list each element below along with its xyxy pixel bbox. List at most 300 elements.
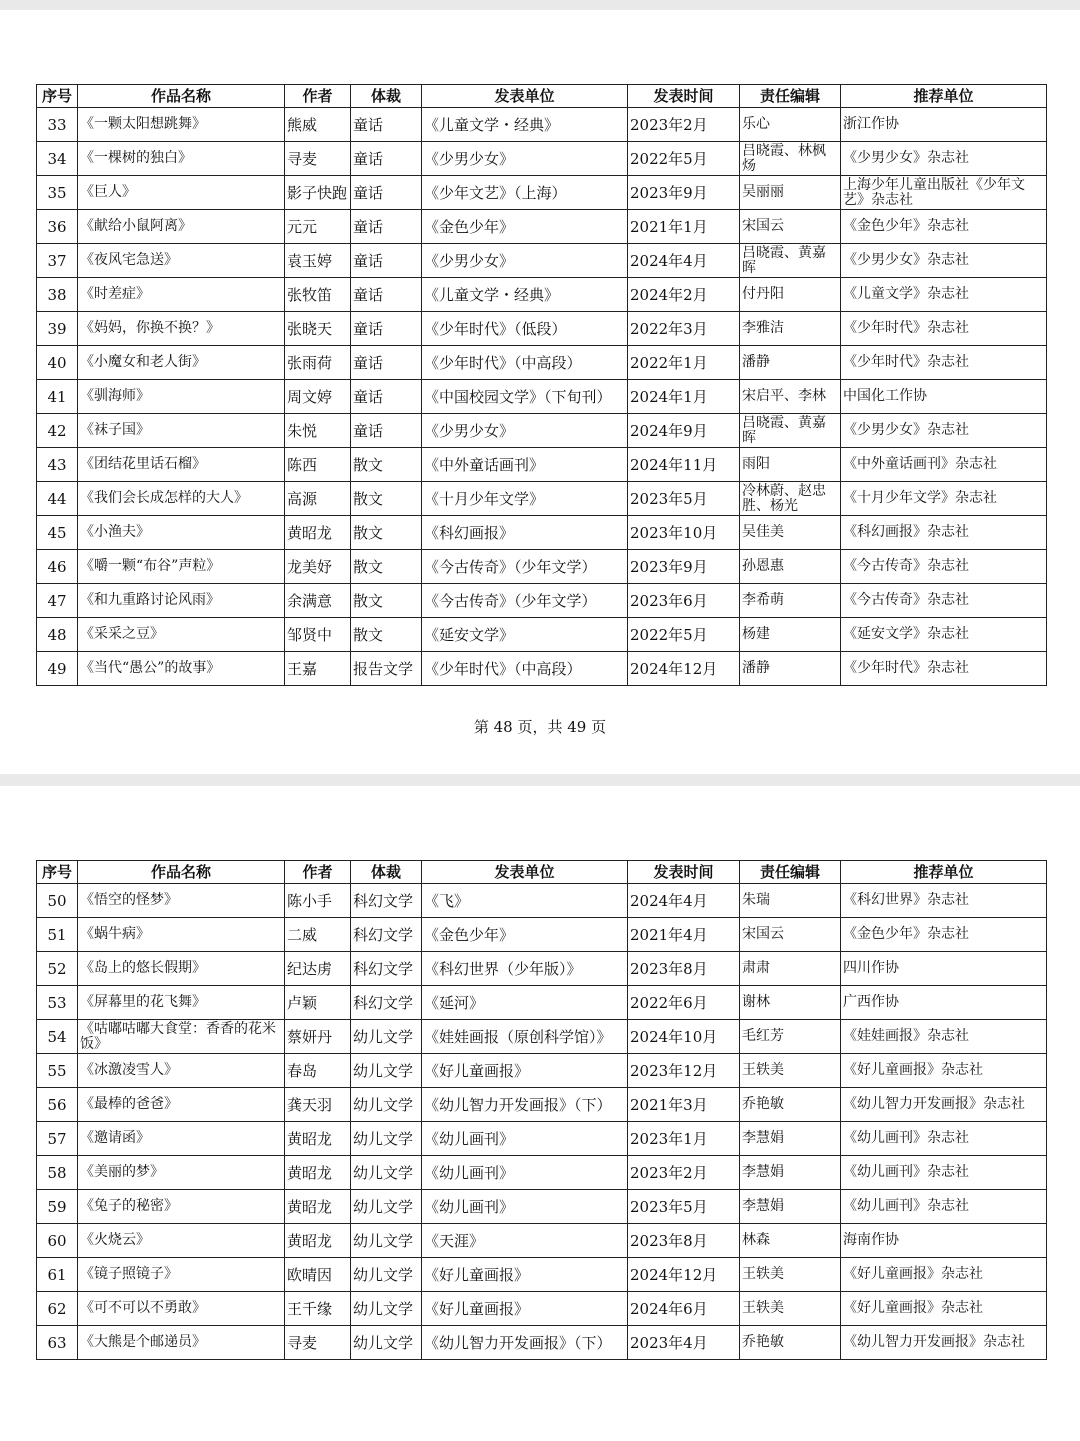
cell-editor: 李雅洁: [740, 312, 841, 346]
cell-genre: 幼儿文学: [351, 1122, 422, 1156]
table-row: [37, 1224, 1047, 1258]
cell-genre: 报告文学: [351, 652, 422, 686]
cell-editor: 李慧娟: [740, 1190, 841, 1224]
works-table: [36, 84, 1047, 686]
cell-date: 2023年9月: [628, 176, 740, 210]
cell-publisher: 《延安文学》: [422, 618, 628, 652]
cell-number: 35: [37, 176, 78, 210]
cell-genre: 幼儿文学: [351, 1258, 422, 1292]
cell-title: 《一颗太阳想跳舞》: [78, 108, 285, 142]
cell-number: 41: [37, 380, 78, 414]
cell-recommender: 《少男少女》杂志社: [841, 142, 1047, 176]
cell-publisher: 《儿童文学・经典》: [422, 278, 628, 312]
cell-publisher: 《幼儿画刊》: [422, 1122, 628, 1156]
cell-number: 63: [37, 1326, 78, 1360]
cell-editor: 乔艳敏: [740, 1088, 841, 1122]
cell-author: 周文婷: [285, 380, 351, 414]
cell-editor: 朱瑞: [740, 884, 841, 918]
cell-author: 朱悦: [285, 414, 351, 448]
cell-recommender: 《娃娃画报》杂志社: [841, 1020, 1047, 1054]
cell-genre: 散文: [351, 516, 422, 550]
cell-recommender: 中国化工作协: [841, 380, 1047, 414]
cell-recommender: 《幼儿画刊》杂志社: [841, 1122, 1047, 1156]
cell-recommender: 《幼儿画刊》杂志社: [841, 1156, 1047, 1190]
cell-genre: 童话: [351, 108, 422, 142]
cell-date: 2024年1月: [628, 380, 740, 414]
cell-publisher: 《好儿童画报》: [422, 1292, 628, 1326]
cell-title: 《妈妈，你换不换？》: [78, 312, 285, 346]
table-row: [37, 918, 1047, 952]
cell-recommender: 《少年时代》杂志社: [841, 346, 1047, 380]
cell-date: 2023年9月: [628, 550, 740, 584]
cell-author: 元元: [285, 210, 351, 244]
cell-publisher: 《儿童文学・经典》: [422, 108, 628, 142]
cell-publisher: 《好儿童画报》: [422, 1258, 628, 1292]
cell-genre: 幼儿文学: [351, 1156, 422, 1190]
cell-date: 2023年5月: [628, 1190, 740, 1224]
cell-editor: 乐心: [740, 108, 841, 142]
cell-date: 2023年8月: [628, 952, 740, 986]
col-header-title: 作品名称: [78, 861, 285, 884]
page-number-footer: 第 48 页，共 49 页: [473, 718, 607, 736]
cell-number: 43: [37, 448, 78, 482]
col-header-number: 序号: [37, 85, 78, 108]
cell-date: 2024年4月: [628, 244, 740, 278]
cell-publisher: 《少男少女》: [422, 414, 628, 448]
cell-editor: 毛红芳: [740, 1020, 841, 1054]
cell-editor: 林森: [740, 1224, 841, 1258]
cell-recommender: 《科幻世界》杂志社: [841, 884, 1047, 918]
cell-editor: 李慧娟: [740, 1156, 841, 1190]
cell-genre: 幼儿文学: [351, 1054, 422, 1088]
col-header-date: 发表时间: [628, 861, 740, 884]
cell-date: 2023年2月: [628, 1156, 740, 1190]
col-header-publisher: 发表单位: [422, 861, 628, 884]
table-row: [37, 1122, 1047, 1156]
cell-date: 2024年9月: [628, 414, 740, 448]
cell-genre: 科幻文学: [351, 918, 422, 952]
cell-author: 黄昭龙: [285, 1122, 351, 1156]
cell-recommender: 海南作协: [841, 1224, 1047, 1258]
cell-editor: 李慧娟: [740, 1122, 841, 1156]
cell-recommender: 《金色少年》杂志社: [841, 918, 1047, 952]
cell-number: 54: [37, 1020, 78, 1054]
cell-number: 40: [37, 346, 78, 380]
cell-recommender: 上海少年儿童出版社《少年文艺》杂志社: [841, 176, 1047, 210]
cell-date: 2023年12月: [628, 1054, 740, 1088]
cell-recommender: 《好儿童画报》杂志社: [841, 1258, 1047, 1292]
cell-publisher: 《幼儿智力开发画报》（下）: [422, 1088, 628, 1122]
cell-publisher: 《今古传奇》（少年文学）: [422, 584, 628, 618]
cell-number: 58: [37, 1156, 78, 1190]
cell-date: 2024年11月: [628, 448, 740, 482]
cell-title: 《和九重路讨论风雨》: [78, 584, 285, 618]
cell-date: 2022年1月: [628, 346, 740, 380]
table-row: [37, 312, 1047, 346]
cell-publisher: 《飞》: [422, 884, 628, 918]
cell-genre: 童话: [351, 210, 422, 244]
cell-editor: 孙恩惠: [740, 550, 841, 584]
cell-title: 《夜风宅急送》: [78, 244, 285, 278]
cell-date: 2024年12月: [628, 1258, 740, 1292]
cell-title: 《献给小鼠阿离》: [78, 210, 285, 244]
table-row: [37, 244, 1047, 278]
cell-editor: 吕晓霞、黄嘉晖: [740, 414, 841, 448]
cell-author: 寻麦: [285, 142, 351, 176]
cell-author: 黄昭龙: [285, 1156, 351, 1190]
cell-title: 《可不可以不勇敢》: [78, 1292, 285, 1326]
cell-genre: 童话: [351, 142, 422, 176]
cell-author: 蔡妍丹: [285, 1020, 351, 1054]
cell-editor: 肃肃: [740, 952, 841, 986]
cell-number: 48: [37, 618, 78, 652]
table-row: [37, 1054, 1047, 1088]
cell-date: 2023年1月: [628, 1122, 740, 1156]
table-header-row: [37, 861, 1047, 884]
cell-number: 51: [37, 918, 78, 952]
cell-genre: 童话: [351, 414, 422, 448]
table-row: [37, 516, 1047, 550]
cell-date: 2023年6月: [628, 584, 740, 618]
cell-number: 47: [37, 584, 78, 618]
cell-date: 2023年5月: [628, 482, 740, 516]
cell-genre: 科幻文学: [351, 952, 422, 986]
cell-genre: 童话: [351, 176, 422, 210]
table-row: [37, 346, 1047, 380]
cell-number: 56: [37, 1088, 78, 1122]
cell-number: 46: [37, 550, 78, 584]
table-row: [37, 210, 1047, 244]
cell-number: 44: [37, 482, 78, 516]
cell-recommender: 《少男少女》杂志社: [841, 414, 1047, 448]
table-row: [37, 1292, 1047, 1326]
cell-date: 2024年2月: [628, 278, 740, 312]
cell-title: 《悟空的怪梦》: [78, 884, 285, 918]
cell-genre: 童话: [351, 346, 422, 380]
cell-recommender: 《儿童文学》杂志社: [841, 278, 1047, 312]
cell-genre: 散文: [351, 618, 422, 652]
col-header-publisher: 发表单位: [422, 85, 628, 108]
table-header-row: [37, 85, 1047, 108]
document-page-49: [0, 786, 1080, 1441]
cell-date: 2022年6月: [628, 986, 740, 1020]
col-header-genre: 体裁: [351, 85, 422, 108]
cell-recommender: 《幼儿智力开发画报》杂志社: [841, 1326, 1047, 1360]
cell-genre: 童话: [351, 278, 422, 312]
cell-author: 袁玉婷: [285, 244, 351, 278]
cell-title: 《兔子的秘密》: [78, 1190, 285, 1224]
cell-author: 龚天羽: [285, 1088, 351, 1122]
cell-recommender: 《幼儿智力开发画报》杂志社: [841, 1088, 1047, 1122]
cell-genre: 幼儿文学: [351, 1326, 422, 1360]
cell-title: 《火烧云》: [78, 1224, 285, 1258]
cell-editor: 谢林: [740, 986, 841, 1020]
cell-editor: 杨建: [740, 618, 841, 652]
cell-title: 《小渔夫》: [78, 516, 285, 550]
cell-number: 57: [37, 1122, 78, 1156]
col-header-title: 作品名称: [78, 85, 285, 108]
cell-recommender: 《少年时代》杂志社: [841, 312, 1047, 346]
cell-recommender: 《金色少年》杂志社: [841, 210, 1047, 244]
cell-publisher: 《金色少年》: [422, 918, 628, 952]
cell-editor: 吕晓霞、林枫炀: [740, 142, 841, 176]
cell-title: 《驯海师》: [78, 380, 285, 414]
table-row: [37, 884, 1047, 918]
cell-editor: 潘静: [740, 346, 841, 380]
cell-genre: 散文: [351, 550, 422, 584]
cell-date: 2024年4月: [628, 884, 740, 918]
cell-number: 59: [37, 1190, 78, 1224]
cell-publisher: 《幼儿画刊》: [422, 1190, 628, 1224]
cell-author: 熊威: [285, 108, 351, 142]
cell-title: 《大熊是个邮递员》: [78, 1326, 285, 1360]
cell-author: 王千缘: [285, 1292, 351, 1326]
cell-recommender: 《十月少年文学》杂志社: [841, 482, 1047, 516]
cell-title: 《我们会长成怎样的大人》: [78, 482, 285, 516]
cell-genre: 童话: [351, 244, 422, 278]
col-header-date: 发表时间: [628, 85, 740, 108]
cell-date: 2022年3月: [628, 312, 740, 346]
cell-genre: 幼儿文学: [351, 1020, 422, 1054]
cell-author: 高源: [285, 482, 351, 516]
cell-date: 2021年1月: [628, 210, 740, 244]
cell-recommender: 《好儿童画报》杂志社: [841, 1054, 1047, 1088]
cell-publisher: 《少年时代》（低段）: [422, 312, 628, 346]
cell-number: 49: [37, 652, 78, 686]
cell-genre: 科幻文学: [351, 884, 422, 918]
cell-genre: 幼儿文学: [351, 1190, 422, 1224]
cell-genre: 散文: [351, 448, 422, 482]
cell-number: 52: [37, 952, 78, 986]
cell-recommender: 《好儿童画报》杂志社: [841, 1292, 1047, 1326]
cell-author: 陈小手: [285, 884, 351, 918]
cell-publisher: 《科幻画报》: [422, 516, 628, 550]
cell-title: 《嚼一颗“布谷”声粒》: [78, 550, 285, 584]
cell-editor: 乔艳敏: [740, 1326, 841, 1360]
cell-title: 《蜗牛病》: [78, 918, 285, 952]
cell-publisher: 《好儿童画报》: [422, 1054, 628, 1088]
cell-title: 《岛上的悠长假期》: [78, 952, 285, 986]
cell-author: 卢颖: [285, 986, 351, 1020]
table-row: [37, 1156, 1047, 1190]
cell-author: 陈西: [285, 448, 351, 482]
cell-number: 36: [37, 210, 78, 244]
cell-title: 《冰激凌雪人》: [78, 1054, 285, 1088]
cell-publisher: 《少男少女》: [422, 244, 628, 278]
table-row: [37, 550, 1047, 584]
cell-date: 2022年5月: [628, 618, 740, 652]
cell-title: 《小魔女和老人街》: [78, 346, 285, 380]
cell-recommender: 浙江作协: [841, 108, 1047, 142]
cell-author: 寻麦: [285, 1326, 351, 1360]
cell-date: 2023年10月: [628, 516, 740, 550]
cell-recommender: 《少年时代》杂志社: [841, 652, 1047, 686]
cell-author: 黄昭龙: [285, 516, 351, 550]
cell-recommender: 《中外童话画刊》杂志社: [841, 448, 1047, 482]
cell-author: 影子快跑: [285, 176, 351, 210]
cell-publisher: 《金色少年》: [422, 210, 628, 244]
cell-title: 《咕嘟咕嘟大食堂：香香的花米饭》: [78, 1020, 285, 1054]
table-row: [37, 142, 1047, 176]
cell-date: 2022年5月: [628, 142, 740, 176]
cell-publisher: 《今古传奇》（少年文学）: [422, 550, 628, 584]
cell-editor: 李希萌: [740, 584, 841, 618]
cell-publisher: 《少年文艺》（上海）: [422, 176, 628, 210]
col-header-genre: 体裁: [351, 861, 422, 884]
cell-title: 《邀请函》: [78, 1122, 285, 1156]
cell-genre: 幼儿文学: [351, 1292, 422, 1326]
table-row: [37, 652, 1047, 686]
cell-author: 黄昭龙: [285, 1190, 351, 1224]
cell-editor: 吴佳美: [740, 516, 841, 550]
table-row: [37, 414, 1047, 448]
cell-publisher: 《中国校园文学》（下旬刊）: [422, 380, 628, 414]
table-row: [37, 1020, 1047, 1054]
table-row: [37, 108, 1047, 142]
col-header-number: 序号: [37, 861, 78, 884]
cell-title: 《时差症》: [78, 278, 285, 312]
cell-recommender: 《少男少女》杂志社: [841, 244, 1047, 278]
col-header-recommender: 推荐单位: [841, 85, 1047, 108]
cell-author: 余满意: [285, 584, 351, 618]
cell-editor: 王轶美: [740, 1054, 841, 1088]
cell-number: 39: [37, 312, 78, 346]
cell-genre: 科幻文学: [351, 986, 422, 1020]
col-header-editor: 责任编辑: [740, 85, 841, 108]
cell-editor: 付丹阳: [740, 278, 841, 312]
cell-recommender: 《科幻画报》杂志社: [841, 516, 1047, 550]
cell-title: 《最棒的爸爸》: [78, 1088, 285, 1122]
cell-date: 2023年4月: [628, 1326, 740, 1360]
cell-author: 黄昭龙: [285, 1224, 351, 1258]
table-row: [37, 1190, 1047, 1224]
cell-genre: 散文: [351, 482, 422, 516]
cell-publisher: 《少男少女》: [422, 142, 628, 176]
cell-genre: 童话: [351, 380, 422, 414]
cell-editor: 潘静: [740, 652, 841, 686]
col-header-author: 作者: [285, 85, 351, 108]
cell-editor: 雨阳: [740, 448, 841, 482]
cell-genre: 散文: [351, 584, 422, 618]
cell-publisher: 《少年时代》（中高段）: [422, 652, 628, 686]
cell-author: 邹贤中: [285, 618, 351, 652]
table-row: [37, 176, 1047, 210]
cell-genre: 幼儿文学: [351, 1088, 422, 1122]
cell-number: 42: [37, 414, 78, 448]
cell-number: 38: [37, 278, 78, 312]
cell-title: 《镜子照镜子》: [78, 1258, 285, 1292]
cell-publisher: 《中外童话画刊》: [422, 448, 628, 482]
cell-number: 50: [37, 884, 78, 918]
table-row: [37, 1326, 1047, 1360]
cell-title: 《一棵树的独白》: [78, 142, 285, 176]
cell-publisher: 《科幻世界（少年版）》: [422, 952, 628, 986]
table-row: [37, 952, 1047, 986]
table-row: [37, 1258, 1047, 1292]
cell-title: 《团结花里话石榴》: [78, 448, 285, 482]
table-row: [37, 380, 1047, 414]
cell-publisher: 《十月少年文学》: [422, 482, 628, 516]
cell-date: 2021年4月: [628, 918, 740, 952]
col-header-author: 作者: [285, 861, 351, 884]
cell-author: 张牧笛: [285, 278, 351, 312]
cell-author: 纪达虏: [285, 952, 351, 986]
cell-number: 45: [37, 516, 78, 550]
document-page-48: [0, 10, 1080, 774]
cell-author: 张雨荷: [285, 346, 351, 380]
cell-publisher: 《天涯》: [422, 1224, 628, 1258]
cell-title: 《美丽的梦》: [78, 1156, 285, 1190]
cell-editor: 吴丽丽: [740, 176, 841, 210]
table-row: [37, 448, 1047, 482]
cell-recommender: 四川作协: [841, 952, 1047, 986]
cell-title: 《屏幕里的花飞舞》: [78, 986, 285, 1020]
cell-publisher: 《幼儿画刊》: [422, 1156, 628, 1190]
table-row: [37, 278, 1047, 312]
cell-genre: 幼儿文学: [351, 1224, 422, 1258]
cell-genre: 童话: [351, 312, 422, 346]
cell-number: 53: [37, 986, 78, 1020]
cell-number: 62: [37, 1292, 78, 1326]
cell-title: 《当代“愚公”的故事》: [78, 652, 285, 686]
table-row: [37, 986, 1047, 1020]
cell-date: 2024年10月: [628, 1020, 740, 1054]
cell-author: 欧晴因: [285, 1258, 351, 1292]
cell-publisher: 《幼儿智力开发画报》（下）: [422, 1326, 628, 1360]
cell-recommender: 广西作协: [841, 986, 1047, 1020]
cell-date: 2023年8月: [628, 1224, 740, 1258]
cell-recommender: 《今古传奇》杂志社: [841, 550, 1047, 584]
cell-author: 春岛: [285, 1054, 351, 1088]
cell-title: 《巨人》: [78, 176, 285, 210]
cell-editor: 冷林蔚、赵忠胜、杨光: [740, 482, 841, 516]
cell-recommender: 《延安文学》杂志社: [841, 618, 1047, 652]
cell-title: 《袜子国》: [78, 414, 285, 448]
cell-recommender: 《幼儿画刊》杂志社: [841, 1190, 1047, 1224]
cell-editor: 宋启平、李林: [740, 380, 841, 414]
cell-editor: 王轶美: [740, 1258, 841, 1292]
cell-publisher: 《娃娃画报（原创科学馆）》: [422, 1020, 628, 1054]
table-row: [37, 584, 1047, 618]
cell-editor: 王轶美: [740, 1292, 841, 1326]
cell-title: 《采采之豆》: [78, 618, 285, 652]
cell-publisher: 《少年时代》（中高段）: [422, 346, 628, 380]
col-header-recommender: 推荐单位: [841, 861, 1047, 884]
works-table: [36, 860, 1047, 1360]
table-row: [37, 618, 1047, 652]
cell-author: 张晓天: [285, 312, 351, 346]
cell-publisher: 《延河》: [422, 986, 628, 1020]
cell-author: 二威: [285, 918, 351, 952]
col-header-editor: 责任编辑: [740, 861, 841, 884]
cell-editor: 宋国云: [740, 210, 841, 244]
cell-number: 61: [37, 1258, 78, 1292]
cell-date: 2024年6月: [628, 1292, 740, 1326]
cell-number: 37: [37, 244, 78, 278]
table-row: [37, 482, 1047, 516]
cell-date: 2023年2月: [628, 108, 740, 142]
cell-date: 2021年3月: [628, 1088, 740, 1122]
cell-recommender: 《今古传奇》杂志社: [841, 584, 1047, 618]
table-row: [37, 1088, 1047, 1122]
cell-date: 2024年12月: [628, 652, 740, 686]
cell-number: 34: [37, 142, 78, 176]
cell-editor: 宋国云: [740, 918, 841, 952]
cell-author: 龙美妤: [285, 550, 351, 584]
cell-author: 王嘉: [285, 652, 351, 686]
cell-number: 55: [37, 1054, 78, 1088]
cell-number: 60: [37, 1224, 78, 1258]
